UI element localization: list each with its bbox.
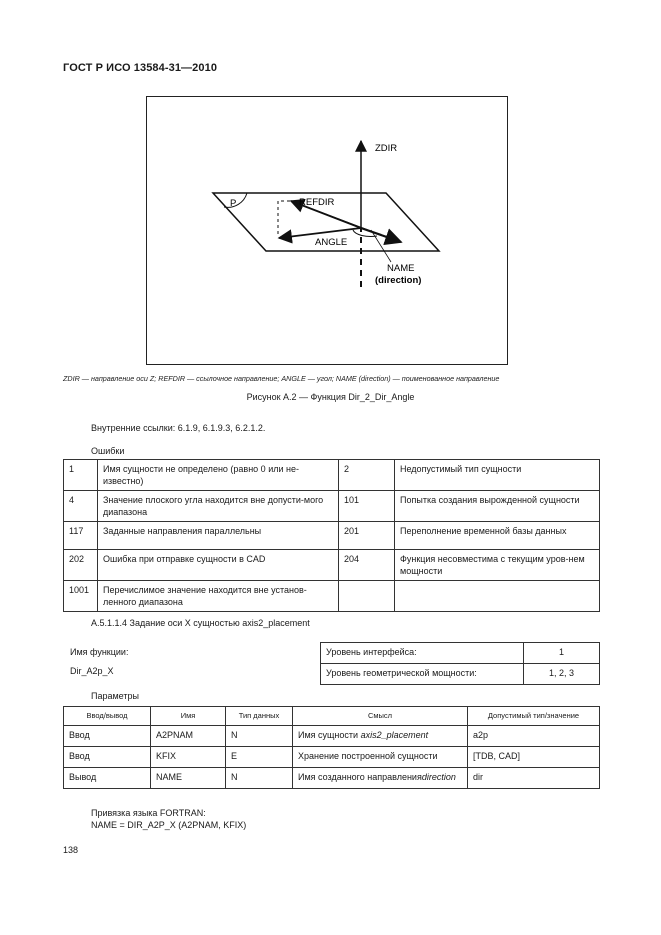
params-column-header: Тип данных	[226, 707, 293, 726]
param-type: N	[226, 768, 293, 789]
errors-table	[63, 459, 600, 612]
table-row	[64, 550, 600, 581]
error-code: 1001	[64, 581, 98, 612]
param-meaning-text: Хранение построенной сущности	[298, 751, 438, 761]
figure-frame	[146, 96, 508, 365]
error-code: 202	[64, 550, 98, 581]
params-column-header: Допустимый тип/значение	[468, 707, 600, 726]
params-column-header: Смысл	[293, 707, 468, 726]
internal-refs: Внутренние ссылки: 6.1.9, 6.1.9.3, 6.2.1.2.	[91, 423, 266, 433]
error-message: Значение плоского угла находится вне допусти-мого диапазона	[98, 491, 339, 522]
label-angle: ANGLE	[315, 237, 348, 248]
table-row	[64, 581, 600, 612]
table-row	[321, 643, 600, 664]
figure-caption: Рисунок А.2 — Функция Dir_2_Dir_Angle	[246, 392, 415, 402]
refdir-dashed	[278, 201, 294, 234]
param-allowed: dir	[468, 768, 600, 789]
error-message: Переполнение временной базы данных	[395, 522, 600, 550]
error-message: Попытка создания вырожденной сущности	[395, 491, 600, 522]
error-message: Имя сущности не определено (равно 0 или не-известно)	[98, 460, 339, 491]
params-table	[63, 706, 600, 789]
param-io: Вывод	[64, 768, 151, 789]
label-p: P	[230, 198, 237, 209]
param-meaning	[293, 768, 468, 789]
table-row	[64, 460, 600, 491]
error-message: Перечислимое значение находится вне установ-ленного диапазона	[98, 581, 339, 612]
param-meaning-text: Имя созданного направления	[298, 772, 422, 782]
fortran-binding-call: NAME = DIR_A2P_X (A2PNAM, KFIX)	[91, 820, 247, 830]
error-code: 201	[339, 522, 395, 550]
interface-value: 1	[524, 643, 600, 664]
section-title: A.5.1.1.4 Задание оси X сущностью axis2_placement	[91, 618, 310, 628]
table-row	[64, 768, 600, 789]
page-header: ГОСТ Р ИСО 13584-31—2010	[63, 62, 218, 74]
function-name: Dir_A2p_X	[70, 666, 114, 676]
param-name: A2PNAM	[151, 726, 226, 747]
error-message: Недопустимый тип сущности	[395, 460, 600, 491]
error-code: 2	[339, 460, 395, 491]
errors-title: Ошибки	[91, 446, 125, 456]
figure-note: ZDIR — направление оси Z; REFDIR — ссылочное направление; ANGLE — угол; NAME (direction) — поименованное направление	[63, 374, 500, 383]
param-name: KFIX	[151, 747, 226, 768]
param-io: Ввод	[64, 747, 151, 768]
param-meaning	[293, 747, 468, 768]
params-column-header: Имя	[151, 707, 226, 726]
param-type: E	[226, 747, 293, 768]
param-meaning-italic: direction	[421, 772, 456, 782]
direction-diagram	[147, 97, 509, 366]
label-direction: (direction)	[375, 275, 422, 286]
error-message: Заданные направления параллельны	[98, 522, 339, 550]
table-row	[64, 491, 600, 522]
error-code: 117	[64, 522, 98, 550]
error-code: 204	[339, 550, 395, 581]
param-allowed: [TDB, CAD]	[468, 747, 600, 768]
page-number: 138	[63, 845, 79, 855]
error-message	[395, 581, 600, 612]
param-name: NAME	[151, 768, 226, 789]
error-code: 1	[64, 460, 98, 491]
table-row	[64, 726, 600, 747]
param-allowed: a2p	[468, 726, 600, 747]
param-meaning-italic: axis2_placement	[360, 730, 429, 740]
error-code	[339, 581, 395, 612]
label-refdir: REFDIR	[299, 197, 335, 208]
param-meaning	[293, 726, 468, 747]
table-row	[321, 664, 600, 685]
error-message: Функция несовместима с текущим уров-нем мощности	[395, 550, 600, 581]
param-type: N	[226, 726, 293, 747]
params-title: Параметры	[91, 691, 139, 701]
table-row	[64, 522, 600, 550]
param-io: Ввод	[64, 726, 151, 747]
interface-table	[320, 642, 600, 685]
params-column-header: Ввод/вывод	[64, 707, 151, 726]
interface-key: Уровень геометрической мощности:	[321, 664, 524, 685]
label-zdir: ZDIR	[375, 143, 398, 154]
interface-key: Уровень интерфейса:	[321, 643, 524, 664]
error-code: 101	[339, 491, 395, 522]
table-row	[64, 747, 600, 768]
param-meaning-text: Имя сущности	[298, 730, 361, 740]
function-label: Имя функции:	[70, 647, 129, 657]
error-message: Ошибка при отправке сущности в CAD	[98, 550, 339, 581]
error-code: 4	[64, 491, 98, 522]
fortran-binding-label: Привязка языка FORTRAN:	[91, 808, 206, 818]
interface-value: 1, 2, 3	[524, 664, 600, 685]
label-name: NAME	[387, 263, 415, 274]
